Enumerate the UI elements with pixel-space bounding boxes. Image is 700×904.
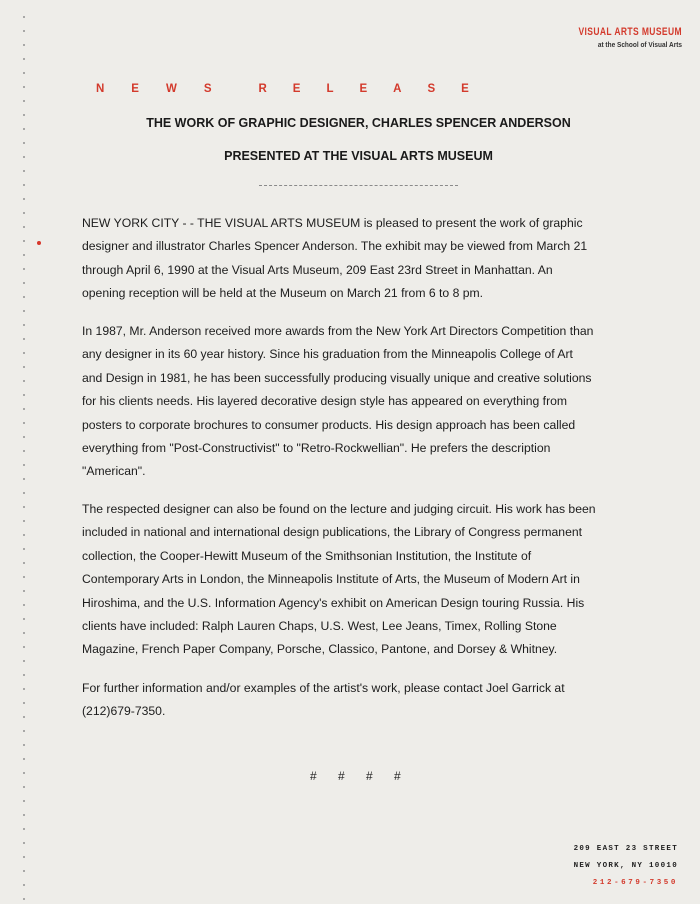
red-mark <box>37 241 41 245</box>
text-line: posters to corporate brochures to consumer products. His design approach has been called <box>82 417 576 432</box>
text-line: "American". <box>82 464 146 479</box>
text-line: designer and illustrator Charles Spencer Anderson. The exhibit may be viewed from March 21 <box>82 239 588 254</box>
museum-logo <box>578 25 682 48</box>
footer-phone: 212-679-7350 <box>592 879 678 887</box>
headline-line-2: PRESENTED AT THE VISUAL ARTS MUSEUM <box>224 149 493 163</box>
text-line: and Design in 1981, he has been successfully producing visually unique and creative solutions <box>82 370 592 385</box>
text-line: everything from "Post-Constructivist" to "Retro-Rockwellian". He prefers the description <box>82 441 551 456</box>
text-line: The respected designer can also be found on the lecture and judging circuit. His work has been <box>82 502 596 516</box>
text-line: Contemporary Arts in London, the Minneapolis Institute of Arts, the Museum of Modern Art in <box>82 572 580 587</box>
text-line: opening reception will be held at the Museum on March 21 from 6 to 8 pm. <box>82 286 484 301</box>
text-line: clients have included: Ralph Lauren Chaps, U.S. West, Lee Jeans, Timex, Rolling Stone <box>82 619 557 634</box>
text-line: collection, the Cooper-Hewitt Museum of the Smithsonian Institution, the Institute of <box>82 548 532 563</box>
text-line: any designer in its 60 year history. Since his graduation from the Minneapolis College of Art <box>82 347 573 362</box>
footer-city: NEW YORK, NY 10010 <box>573 862 678 870</box>
tractor-feed-perforation <box>22 10 26 900</box>
text-line: In 1987, Mr. Anderson received more awards from the New York Art Directors Competition than <box>82 324 594 338</box>
news-release-header <box>96 83 495 95</box>
paragraph-intro <box>82 212 622 306</box>
paragraph-awards <box>82 320 622 484</box>
text-line: for his clients needs. His layered decorative design style has appeared on everything from <box>82 394 568 409</box>
paragraph-lectures <box>82 498 622 662</box>
footer-address <box>574 841 678 892</box>
footer-street: 209 EAST 23 STREET <box>573 845 678 853</box>
dashed-divider <box>259 185 458 186</box>
end-marks: # # # # <box>310 769 401 783</box>
paragraph-contact <box>82 677 622 724</box>
museum-subtitle: at the School of Visual Arts <box>597 41 682 50</box>
text-line: Magazine, French Paper Company, Porsche, Classico, Pantone, and Dorsey & Whitney. <box>82 642 558 657</box>
text-line: included in national and international design publications, the Library of Congress permanent <box>82 525 583 540</box>
news-word: NEWS <box>96 83 239 95</box>
text-line: Hiroshima, and the U.S. Information Agency's exhibit on American Design touring Russia. His <box>82 595 585 610</box>
text-line: (212)679-7350. <box>82 704 166 719</box>
release-word: RELEASE <box>258 83 495 95</box>
text-line: through April 6, 1990 at the Visual Arts Museum, 209 East 23rd Street in Manhattan. An <box>82 262 553 277</box>
headline-line-1: THE WORK OF GRAPHIC DESIGNER, CHARLES SPENCER ANDERSON <box>146 116 571 130</box>
text-line: NEW YORK CITY - - THE VISUAL ARTS MUSEUM is pleased to present the work of graphic <box>82 216 583 230</box>
text-line: For further information and/or examples of the artist's work, please contact Joel Garrick at <box>82 681 565 695</box>
museum-name: VISUAL ARTS MUSEUM <box>578 25 682 38</box>
